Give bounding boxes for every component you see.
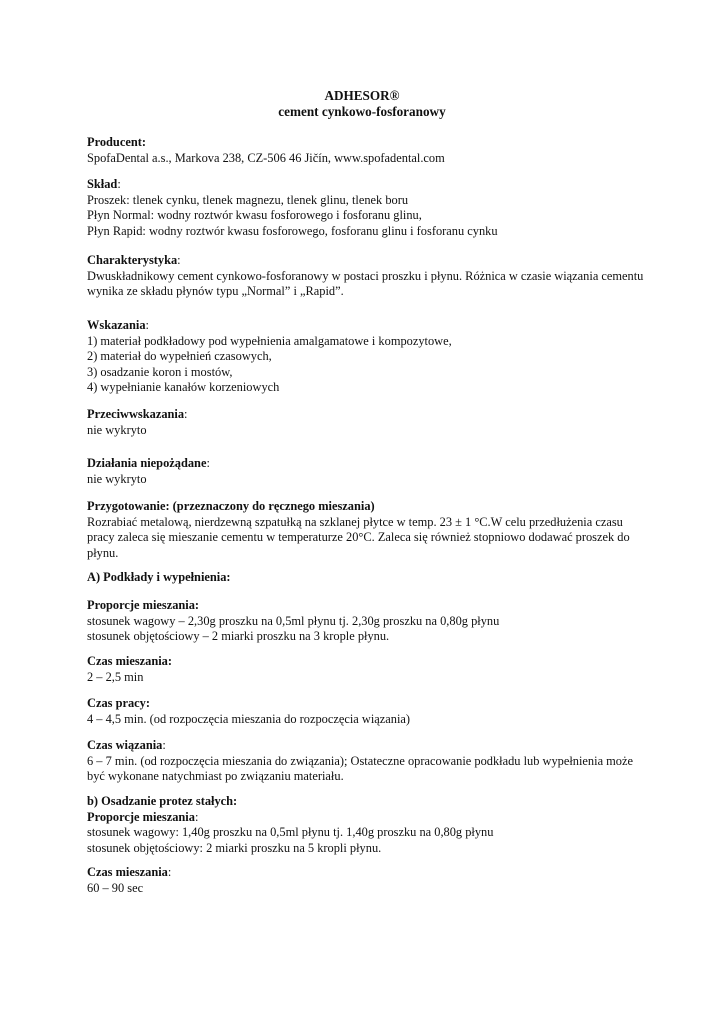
section-text: stosunek objętościowy – 2 miarki proszku na 3 krople płynu. (87, 629, 390, 644)
section-text: Proszek: tlenek cynku, tlenek magnezu, tlenek glinu, tlenek boru (87, 192, 409, 207)
section-sklad (87, 177, 647, 239)
section-heading: b) Osadzanie protez stałych: (87, 794, 238, 808)
section-text: płynu. (87, 545, 119, 560)
subsection-heading: Proporcje mieszania (87, 809, 195, 824)
section-text: wynika ze składu płynów typu „Normal” i „Rapid”. (87, 284, 344, 299)
section-proporcje-a (87, 598, 647, 645)
section-heading: Czas wiązania (87, 738, 163, 752)
list-item: 1) materiał podkładowy pod wypełnienia amalgamatowe i kompozytowe, (87, 333, 452, 348)
section-przygotowanie (87, 499, 647, 561)
section-heading: Przygotowanie: (przeznaczony do ręcznego mieszania) (87, 499, 375, 513)
list-item: 4) wypełnianie kanałów korzeniowych (87, 380, 280, 395)
section-text: nie wykryto (87, 422, 147, 437)
heading-colon: : (206, 456, 210, 470)
heading-colon: : (167, 865, 172, 879)
document-subtitle: cement cynkowo-fosforanowy (278, 104, 446, 119)
section-text: pracy zaleca się mieszanie cementu w temperaturze 20°C. Zaleca się również stopniowo dodawać proszek do (87, 530, 630, 545)
section-text: Płyn Normal: wodny roztwór kwasu fosforowego i fosforanu glinu, (87, 208, 422, 223)
section-text: Dwuskładnikowy cement cynkowo-fosforanowy w postaci proszku i płynu. Różnica w czasie wiązania cementu (87, 268, 644, 283)
section-heading: Czas mieszania: (87, 654, 172, 668)
list-item: 3) osadzanie koron i mostów, (87, 364, 233, 379)
list-item: 2) materiał do wypełnień czasowych, (87, 349, 272, 364)
section-czas-wiazania (87, 738, 647, 785)
section-heading: Działania niepożądane (87, 456, 207, 470)
section-wskazania (87, 318, 647, 396)
section-heading: Skład (87, 177, 118, 191)
heading-colon: : (162, 738, 166, 752)
section-text: 4 – 4,5 min. (od rozpoczęcia mieszania do rozpoczęcia wiązania) (87, 711, 411, 726)
section-a-heading (87, 570, 647, 586)
section-heading: Wskazania (87, 318, 146, 332)
heading-colon: : (145, 318, 149, 332)
heading-colon: : (184, 407, 188, 421)
section-czas-pracy (87, 696, 647, 727)
section-text: 6 – 7 min. (od rozpoczęcia mieszania do związania); Ostateczne opracowanie podkładu lub wypełnienia może (87, 753, 633, 768)
section-b (87, 794, 647, 856)
section-text: stosunek wagowy – 2,30g proszku na 0,5ml płynu tj. 2,30g proszku na 0,80g płynu (87, 613, 500, 628)
section-text: SpofaDental a.s., Markova 238, CZ-506 46 Jičín, www.spofadental.com (87, 150, 445, 165)
section-heading: A) Podkłady i wypełnienia: (87, 570, 231, 584)
section-heading: Czas mieszania (87, 865, 168, 879)
section-heading: Proporcje mieszania: (87, 598, 200, 612)
section-heading: Charakterystyka (87, 253, 178, 267)
section-text: Płyn Rapid: wodny roztwór kwasu fosforowego, fosforanu glinu i fosforanu cynku (87, 223, 498, 238)
section-czas-mieszania-a (87, 654, 647, 685)
document-title: ADHESOR® (324, 88, 400, 103)
section-text: Rozrabiać metalową, nierdzewną szpatułką na szklanej płytce w temp. 23 ± 1 °C.W celu przedłużenia czasu (87, 514, 623, 529)
section-heading: Przeciwwskazania (87, 407, 185, 421)
section-text: 60 – 90 sec (87, 880, 144, 895)
section-text: nie wykryto (87, 471, 147, 486)
section-heading: Czas pracy: (87, 696, 150, 710)
section-heading: Producent: (87, 135, 146, 149)
section-text: stosunek wagowy: 1,40g proszku na 0,5ml płynu tj. 1,40g proszku na 0,80g płynu (87, 825, 494, 840)
heading-colon: : (194, 809, 199, 824)
section-text: 2 – 2,5 min (87, 669, 144, 684)
heading-colon: : (177, 253, 181, 267)
section-producent (87, 135, 647, 166)
section-dzialania (87, 456, 647, 487)
section-przeciwwskazania (87, 407, 647, 438)
section-charakterystyka (87, 253, 647, 300)
section-text: być wykonane natychmiast po związaniu materiału. (87, 769, 344, 784)
heading-colon: : (117, 177, 121, 191)
section-czas-mieszania-b (87, 865, 647, 896)
section-text: stosunek objętościowy: 2 miarki proszku na 5 kropli płynu. (87, 840, 382, 855)
